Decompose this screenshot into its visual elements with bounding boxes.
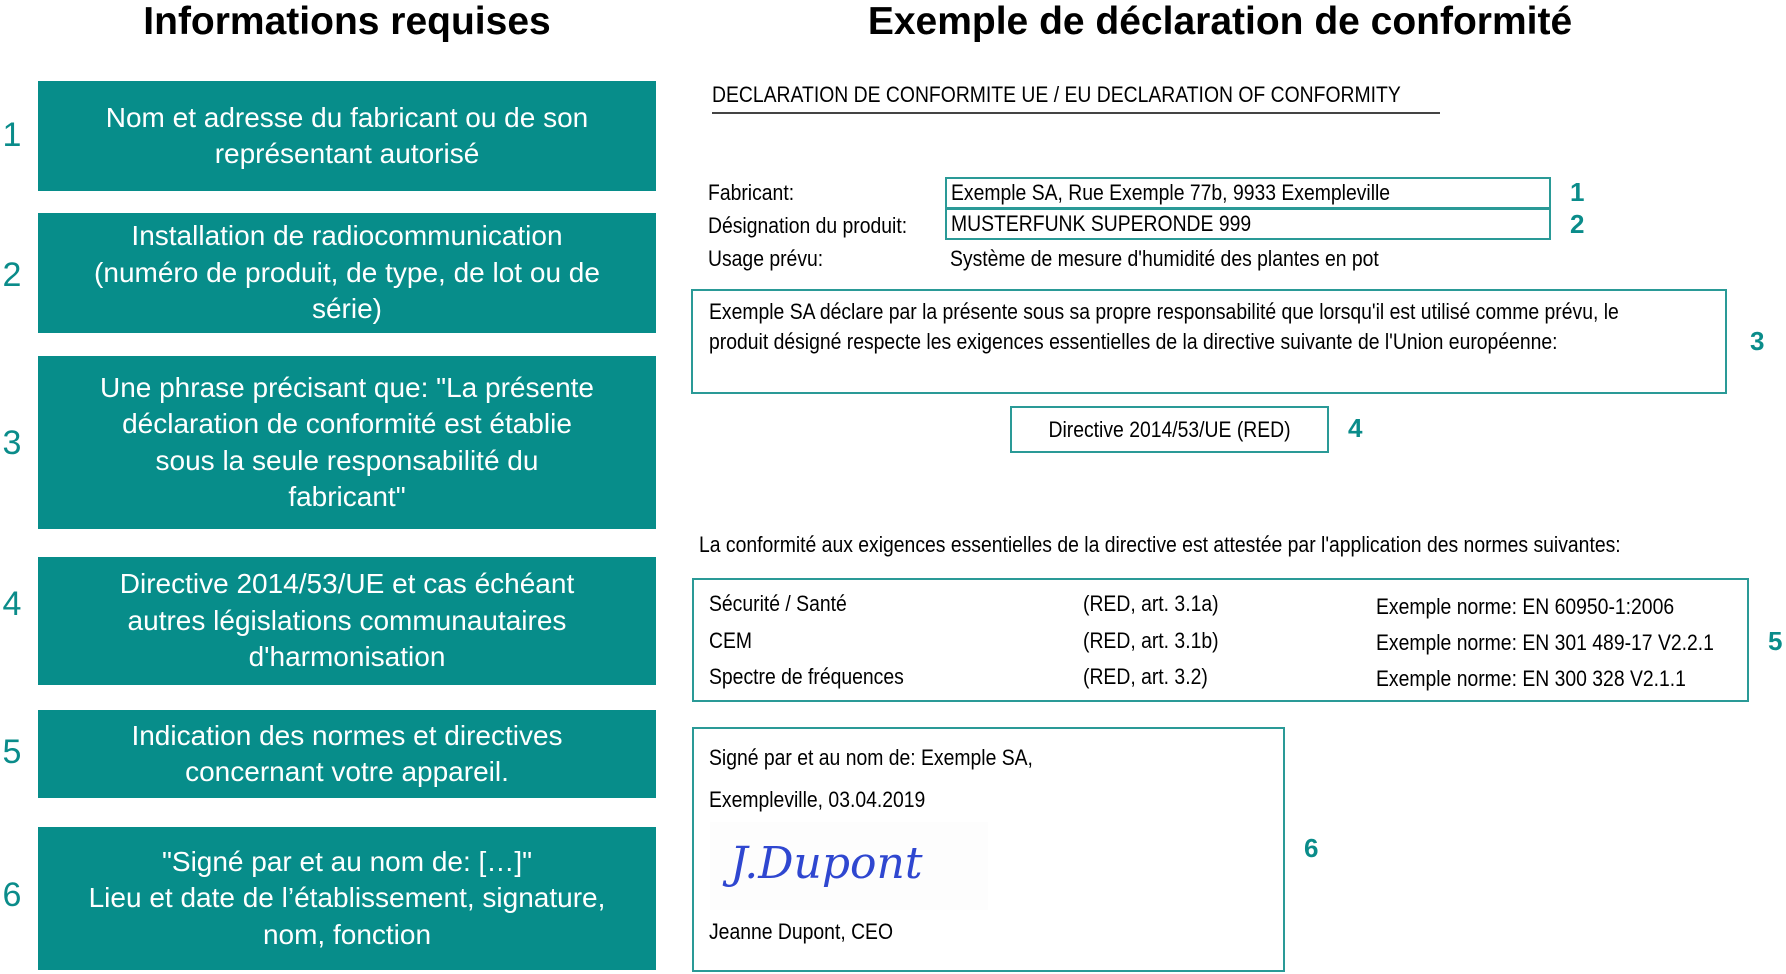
statement-text: Exemple SA déclare par la présente sous sa propre responsabilité que lorsqu'il est utilisé comme prévu, le	[709, 299, 1619, 324]
manufacturer-label	[708, 180, 806, 206]
standard-norm	[1376, 630, 1760, 656]
conformity-text	[699, 532, 1746, 558]
req-line: nom, fonction	[262, 918, 432, 950]
standard-category	[709, 628, 758, 654]
label-text: Usage prévu:	[708, 246, 824, 271]
req-line: Installation de radiocommunication	[131, 220, 563, 252]
signed-by	[709, 745, 1077, 771]
directive-box	[1010, 406, 1329, 453]
declaration-heading-text: DECLARATION DE CONFORMITE UE / EU DECLARATION OF CONFORMITY	[712, 82, 1401, 107]
label-text: Désignation du produit:	[708, 213, 908, 238]
req-line: série)	[311, 293, 382, 325]
article-text: (RED, art. 3.1b)	[1083, 628, 1219, 653]
field-value: MUSTERFUNK SUPERONDE 999	[951, 211, 1252, 236]
declaration-heading	[712, 82, 1495, 108]
req-line: autres législations communautaires	[127, 604, 567, 636]
field-value: Exemple SA, Rue Exemple 77b, 9933 Exempleville	[951, 180, 1391, 205]
manufacturer-field	[945, 177, 1551, 209]
marker-1: 1	[1570, 177, 1585, 207]
req-number-4: 4	[2, 585, 22, 623]
req-item-2	[38, 213, 656, 333]
right-column-title: Exemple de déclaration de conformité	[867, 0, 1573, 43]
standard-norm	[1376, 666, 1728, 692]
req-number-6: 6	[2, 876, 22, 914]
category-text: CEM	[709, 628, 753, 653]
signed-by-text: Signé par et au nom de: Exemple SA,	[709, 745, 1033, 770]
req-item-5	[38, 710, 656, 798]
label-text: Fabricant:	[708, 180, 795, 205]
marker-6: 6	[1304, 833, 1319, 863]
req-number-1: 1	[2, 116, 22, 154]
standard-article	[1083, 664, 1225, 690]
left-column-title: Informations requises	[143, 0, 551, 43]
name-function	[709, 919, 918, 945]
marker-4: 4	[1348, 413, 1363, 443]
req-line: Indication des normes et directives	[131, 719, 563, 751]
place-date	[709, 787, 955, 813]
req-line: sous la seule responsabilité du	[155, 444, 539, 476]
marker-3: 3	[1750, 326, 1765, 356]
marker-2: 2	[1570, 209, 1585, 239]
product-label	[708, 213, 934, 239]
req-item-4	[38, 557, 656, 685]
norm-text: Exemple norme: EN 301 489-17 V2.2.1	[1376, 630, 1714, 655]
field-value: Système de mesure d'humidité des plantes en pot	[950, 246, 1379, 271]
directive-text: Directive 2014/53/UE (RED)	[1048, 416, 1291, 442]
req-line: "Signé par et au nom de: […]"	[161, 845, 533, 877]
standard-category	[709, 664, 930, 690]
req-line: déclaration de conformité est établie	[122, 408, 572, 439]
standards-box	[692, 578, 1749, 702]
signature: J.Dupont	[730, 838, 923, 889]
req-line: Directive 2014/53/UE et cas échéant	[119, 568, 575, 600]
statement-line-2	[709, 329, 1673, 355]
usage-label	[708, 246, 839, 272]
req-line: Nom et adresse du fabricant ou de son	[105, 101, 589, 133]
req-line: Une phrase précisant que: "La présente	[99, 371, 595, 403]
category-text: Spectre de fréquences	[709, 664, 904, 689]
req-item-6	[38, 827, 656, 970]
req-line: d'harmonisation	[248, 641, 446, 673]
signature-box	[692, 727, 1285, 972]
req-line: représentant autorisé	[214, 138, 480, 169]
statement-box	[691, 289, 1727, 394]
req-number-5: 5	[2, 733, 22, 771]
conformity-text-content: La conformité aux exigences essentielles de la directive est attestée par l'application des normes suivantes:	[699, 532, 1621, 557]
req-line: concernant votre appareil.	[185, 756, 509, 787]
statement-line-1	[709, 299, 1743, 325]
req-item-1	[38, 81, 656, 191]
article-text: (RED, art. 3.2)	[1083, 664, 1208, 689]
req-line: Lieu et date de l’établissement, signature,	[88, 882, 606, 914]
standard-norm	[1376, 594, 1715, 620]
standard-category	[709, 591, 866, 617]
standard-article	[1083, 591, 1237, 617]
product-field	[945, 208, 1551, 240]
req-line: (numéro de produit, de type, de lot ou de	[94, 256, 600, 288]
standard-article	[1083, 628, 1237, 654]
req-item-3	[38, 356, 656, 529]
norm-text: Exemple norme: EN 60950-1:2006	[1376, 594, 1675, 619]
usage-value	[950, 246, 1437, 272]
signature-image	[710, 822, 988, 910]
heading-underline	[712, 112, 1440, 114]
norm-text: Exemple norme: EN 300 328 V2.1.1	[1376, 666, 1686, 691]
place-date-text: Exempleville, 03.04.2019	[709, 787, 926, 812]
req-number-2: 2	[2, 256, 22, 294]
req-number-3: 3	[2, 424, 22, 462]
article-text: (RED, art. 3.1a)	[1083, 591, 1219, 616]
marker-5: 5	[1768, 626, 1783, 656]
statement-text: produit désigné respecte les exigences essentielles de la directive suivante de l'Union européenne:	[709, 329, 1558, 354]
name-function-text: Jeanne Dupont, CEO	[709, 919, 894, 944]
category-text: Sécurité / Santé	[709, 591, 847, 616]
req-line: fabricant"	[288, 481, 406, 512]
